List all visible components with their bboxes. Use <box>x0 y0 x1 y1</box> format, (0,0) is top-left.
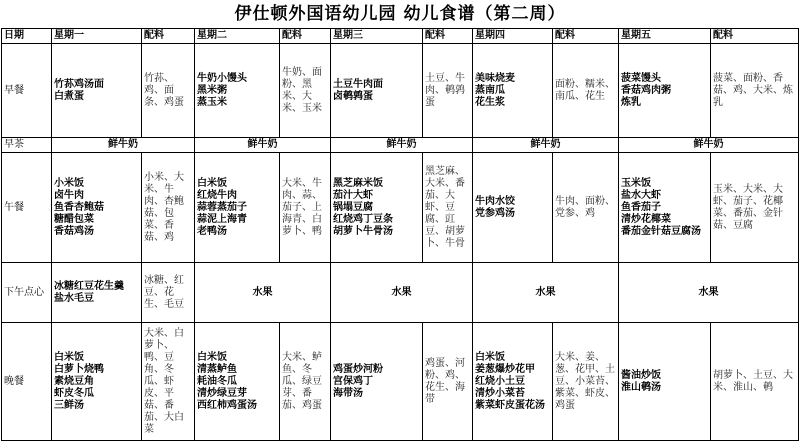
dish: 清蒸鲈鱼 <box>197 363 237 375</box>
header-ingredients-tue: 配料 <box>280 29 331 44</box>
dinner-row <box>2 323 799 441</box>
lunch-mon-ingredients: 小米、大米、牛肉、杏鲍菇、包菜、香菇、鸡 <box>142 153 195 263</box>
dish: 香菇鸡肉粥 <box>621 84 671 96</box>
dish: 红烧鸡丁豆条 <box>333 213 393 225</box>
breakfast-row <box>2 44 799 138</box>
dish: 红烧牛肉 <box>197 189 237 201</box>
afternoon-snack-thu: 水果 <box>473 263 619 323</box>
lunch-label: 午餐 <box>2 153 52 263</box>
breakfast-fri-ingredients: 菠菜、面粉、香菇、鸡、大米、炼乳 <box>711 44 799 138</box>
lunch-row <box>2 153 799 263</box>
dish: 鸡蛋炒河粉 <box>333 363 383 375</box>
dish: 白煮蛋 <box>54 90 84 102</box>
dinner-fri-dishes <box>619 323 711 441</box>
dinner-wed-dishes <box>331 323 423 441</box>
dish: 白米饭 <box>475 351 505 363</box>
dinner-thu-ingredients: 大米、姜、葱、花甲、土豆、小菜苔、紫菜、虾皮、鸡蛋 <box>553 323 619 441</box>
afternoon-snack-fri: 水果 <box>619 263 799 323</box>
dinner-fri-ingredients: 胡萝卜、土豆、大米、淮山、鹌 <box>711 323 799 441</box>
dish: 茄汁大虾 <box>333 189 373 201</box>
dish: 竹荪鸡汤面 <box>54 78 104 90</box>
dinner-mon-ingredients: 大米、白萝卜、鸭、豆角、冬瓜、虾皮、平菇、番茄、大白菜 <box>142 323 195 441</box>
dish: 紫菜虾皮蛋花汤 <box>475 399 545 411</box>
breakfast-label: 早餐 <box>2 44 52 138</box>
dish: 黑米粥 <box>197 84 227 96</box>
header-day-tue: 星期二 <box>195 29 280 44</box>
dish: 冰糖红豆花生羹 <box>54 280 124 292</box>
dish: 淮山鹌汤 <box>621 381 661 393</box>
breakfast-thu-ingredients: 面粉、糯米、南瓜、花生 <box>553 44 619 138</box>
dish: 红烧小土豆 <box>475 375 525 387</box>
dish: 姜葱爆炒花甲 <box>475 363 535 375</box>
lunch-tue-dishes <box>195 153 280 263</box>
header-day-fri: 星期五 <box>619 29 711 44</box>
breakfast-wed-ingredients: 土豆、牛肉、鹌鹑蛋 <box>423 44 473 138</box>
morning-snack-mon: 鲜牛奶 <box>52 138 195 153</box>
afternoon-snack-tue: 水果 <box>195 263 331 323</box>
header-ingredients-fri: 配料 <box>711 29 799 44</box>
dish: 玉米饭 <box>621 177 651 189</box>
dish: 鱼香杏鲍菇 <box>54 201 104 213</box>
lunch-thu-ingredients: 牛肉、面粉、党参、鸡 <box>553 153 619 263</box>
dish: 蒜泥上海青 <box>197 213 247 225</box>
dish: 小米饭 <box>54 177 84 189</box>
header-day-wed: 星期三 <box>331 29 423 44</box>
dish: 卤鹌鹑蛋 <box>333 90 373 102</box>
dish: 宫保鸡丁 <box>333 375 373 387</box>
dish: 蒸南瓜 <box>475 84 505 96</box>
dish: 锅塌豆腐 <box>333 201 373 213</box>
header-day-thu: 星期四 <box>473 29 553 44</box>
header-ingredients-wed: 配料 <box>423 29 473 44</box>
dish: 白米饭 <box>54 351 84 363</box>
header-row <box>2 29 799 44</box>
afternoon-snack-row <box>2 263 799 323</box>
breakfast-mon-dishes <box>52 44 142 138</box>
morning-snack-row <box>2 138 799 153</box>
morning-snack-wed: 鲜牛奶 <box>331 138 473 153</box>
dish: 美味烧麦 <box>475 72 515 84</box>
dish: 牛肉水饺 <box>475 195 515 207</box>
dinner-tue-dishes <box>195 323 280 441</box>
dinner-label: 晚餐 <box>2 323 52 441</box>
page-title: 伊仕顿外国语幼儿园 幼儿食谱（第二周） <box>234 4 566 24</box>
dish: 土豆牛肉面 <box>333 78 383 90</box>
breakfast-tue-ingredients: 牛奶、面粉、黑米、大米、玉米 <box>280 44 331 138</box>
dish: 盐水毛豆 <box>54 292 94 304</box>
dish: 番茄金针菇豆腐汤 <box>621 225 701 237</box>
dish: 耗油冬瓜 <box>197 375 237 387</box>
dish: 糖醋包菜 <box>54 213 94 225</box>
dish: 清炒小菜苔 <box>475 387 525 399</box>
dinner-tue-ingredients: 大米、鲈鱼、冬瓜、绿豆芽、番茄、鸡蛋 <box>280 323 331 441</box>
menu-table <box>1 28 799 441</box>
dish: 酱油炒饭 <box>621 369 661 381</box>
breakfast-mon-ingredients: 竹荪、鸡、面条、鸡蛋 <box>142 44 195 138</box>
dinner-thu-dishes <box>473 323 553 441</box>
dish: 三鲜汤 <box>54 399 84 411</box>
afternoon-snack-mon-dishes <box>52 263 142 323</box>
lunch-thu-dishes <box>473 153 553 263</box>
lunch-mon-dishes <box>52 153 142 263</box>
dish: 香菇鸡汤 <box>54 225 94 237</box>
dish: 党参鸡汤 <box>475 207 515 219</box>
header-ingredients-mon: 配料 <box>142 29 195 44</box>
morning-snack-fri: 鲜牛奶 <box>619 138 799 153</box>
lunch-wed-dishes <box>331 153 423 263</box>
dish: 炼乳 <box>621 96 641 108</box>
morning-snack-tue: 鲜牛奶 <box>195 138 331 153</box>
dish: 白萝卜烧鸭 <box>54 363 104 375</box>
morning-snack-label: 早茶 <box>2 138 52 153</box>
dish: 菠菜馒头 <box>621 72 661 84</box>
dish: 白米饭 <box>197 177 227 189</box>
header-ingredients-thu: 配料 <box>553 29 619 44</box>
afternoon-snack-wed: 水果 <box>331 263 473 323</box>
breakfast-tue-dishes <box>195 44 280 138</box>
dinner-mon-dishes <box>52 323 142 441</box>
dish: 清炒花椰菜 <box>621 213 671 225</box>
dish: 牛奶小馒头 <box>197 72 247 84</box>
breakfast-thu-dishes <box>473 44 553 138</box>
dish: 海带汤 <box>333 387 363 399</box>
dish: 盐水大虾 <box>621 189 661 201</box>
breakfast-wed-dishes <box>331 44 423 138</box>
header-date: 日期 <box>2 29 52 44</box>
afternoon-snack-mon-ingredients: 冰糖、红豆、花生、毛豆 <box>142 263 195 323</box>
lunch-tue-ingredients: 大米、牛肉、蒜、茄子、上海青、白萝卜、鸭 <box>280 153 331 263</box>
dish: 白米饭 <box>197 351 227 363</box>
dish: 黑芝麻米饭 <box>333 177 383 189</box>
dish: 蒜蓉蒸茄子 <box>197 201 247 213</box>
dinner-wed-ingredients: 鸡蛋、河粉、鸡、花生、海带 <box>423 323 473 441</box>
dish: 鱼香茄子 <box>621 201 661 213</box>
lunch-wed-ingredients: 黑芝麻、大米、番茄、大虾、豆腐、豇豆、胡萝卜、牛骨 <box>423 153 473 263</box>
morning-snack-thu: 鲜牛奶 <box>473 138 619 153</box>
lunch-fri-ingredients: 玉米、大米、大虾、茄子、花椰菜、番茄、金针菇、豆腐 <box>711 153 799 263</box>
dish: 西红柿鸡蛋汤 <box>197 399 257 411</box>
dish: 清炒绿豆芽 <box>197 387 247 399</box>
breakfast-fri-dishes <box>619 44 711 138</box>
dish: 素烧豆角 <box>54 375 94 387</box>
lunch-fri-dishes <box>619 153 711 263</box>
afternoon-snack-label: 下午点心 <box>2 263 52 323</box>
dish: 胡萝卜牛骨汤 <box>333 225 393 237</box>
header-day-mon: 星期一 <box>52 29 142 44</box>
dish: 虾皮冬瓜 <box>54 387 94 399</box>
dish: 老鸭汤 <box>197 225 227 237</box>
dish: 卤牛肉 <box>54 189 84 201</box>
dish: 蒸玉米 <box>197 96 227 108</box>
dish: 花生浆 <box>475 96 505 108</box>
